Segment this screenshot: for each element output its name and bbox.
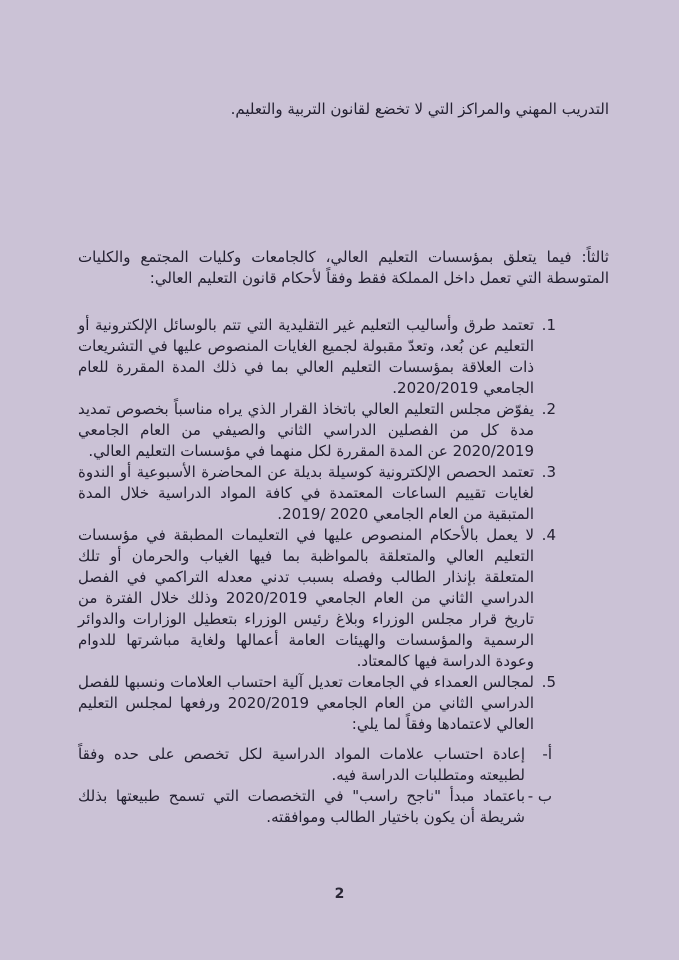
lettered-sub-list bbox=[78, 744, 609, 828]
item-b-text: باعتماد مبدأ "ناجح راسب" في التخصصات التي تسمح طبيعتها بذلك شريطة أن يكون باختيار الطالب وموافقته. bbox=[78, 787, 525, 826]
document-body bbox=[78, 247, 609, 828]
item-5-marker: 5. bbox=[541, 673, 556, 691]
item-2-marker: 2. bbox=[541, 400, 556, 418]
item-4-text: لا يعمل بالأحكام المنصوص عليها في التعليمات المطبقة في مؤسسات التعليم العالي والمتعلقة بالمواظبة بما فيها الغياب والحرمان أو تلك المتعلقة بإنذار الطالب وفصله بسبب تدني معدله التراكمي في الفصل الدراسي الثاني من العام الجامعي 2020/2019 وذلك خلال الفترة من تاريخ قرار مجلس الوزراء وبلاغ رئيس الوزراء بتعطيل الوزارات والدوائر الرسمية والمؤسسات والهيئات العامة أعمالها ولغاية مباشرتها للدوام وعودة الدراسة فيها كالمعتاد. bbox=[78, 526, 534, 670]
numbered-list bbox=[78, 315, 609, 828]
item-4-marker: 4. bbox=[541, 526, 556, 544]
item-3-marker: 3. bbox=[541, 463, 556, 481]
item-a-marker: أ- bbox=[542, 745, 552, 763]
item-b-marker: ب - bbox=[527, 787, 552, 805]
item-1-marker: 1. bbox=[541, 316, 556, 334]
section-intro-paragraph: ثالثاً: فيما يتعلق بمؤسسات التعليم العالي، كالجامعات وكليات المجتمع والكليات المتوسطة التي تعمل داخل المملكة فقط وفقاً لأحكام قانون التعليم العالي: bbox=[78, 248, 609, 287]
numbered-item-1 bbox=[78, 315, 556, 399]
item-1-text: تعتمد طرق وأساليب التعليم غير التقليدية التي تتم بالوسائل الإلكترونية أو التعليم عن بُعد، وتعدّ مقبولة لجميع الغايات المنصوص عليها في التشريعات ذات العلاقة بمؤسسات التعليم العالي بما في ذلك المدة المقررة للعام الجامعي 2020/2019. bbox=[78, 316, 534, 397]
numbered-item-2 bbox=[78, 399, 556, 462]
item-5-text: لمجالس العمداء في الجامعات تعديل آلية احتساب العلامات ونسبها للفصل الدراسي الثاني من العام الجامعي 2020/2019 ورفعها لمجلس التعليم العالي لاعتمادها وفقاً لما يلي: bbox=[78, 673, 534, 733]
numbered-item-5 bbox=[78, 672, 556, 735]
lettered-item-a bbox=[78, 744, 552, 786]
item-3-text: تعتمد الحصص الإلكترونية كوسيلة بديلة عن المحاضرة الأسبوعية أو الندوة لغايات تقييم الساعات المعتمدة في كافة المواد الدراسية خلال المدة المتبقية من العام الجامعي ⁦2019/ 2020⁩. bbox=[78, 463, 534, 523]
page-number: 2 bbox=[334, 886, 345, 902]
paragraph-continuation: التدريب المهني والمراكز التي لا تخضع لقانون التربية والتعليم. bbox=[230, 100, 609, 118]
numbered-item-3 bbox=[78, 462, 556, 525]
item-2-text: يفوّض مجلس التعليم العالي باتخاذ القرار الذي يراه مناسباً بخصوص تمديد مدة كل من الفصلين الدراسي الثاني والصيفي من العام الجامعي 2020/2019 عن المدة المقررة لكل منهما في مؤسسات التعليم العالي. bbox=[78, 400, 534, 460]
numbered-item-4 bbox=[78, 525, 556, 672]
lettered-item-b bbox=[78, 786, 552, 828]
item-a-text: إعادة احتساب علامات المواد الدراسية لكل تخصص على حده وفقاً لطبيعته ومتطلبات الدراسة فيه. bbox=[78, 745, 525, 784]
